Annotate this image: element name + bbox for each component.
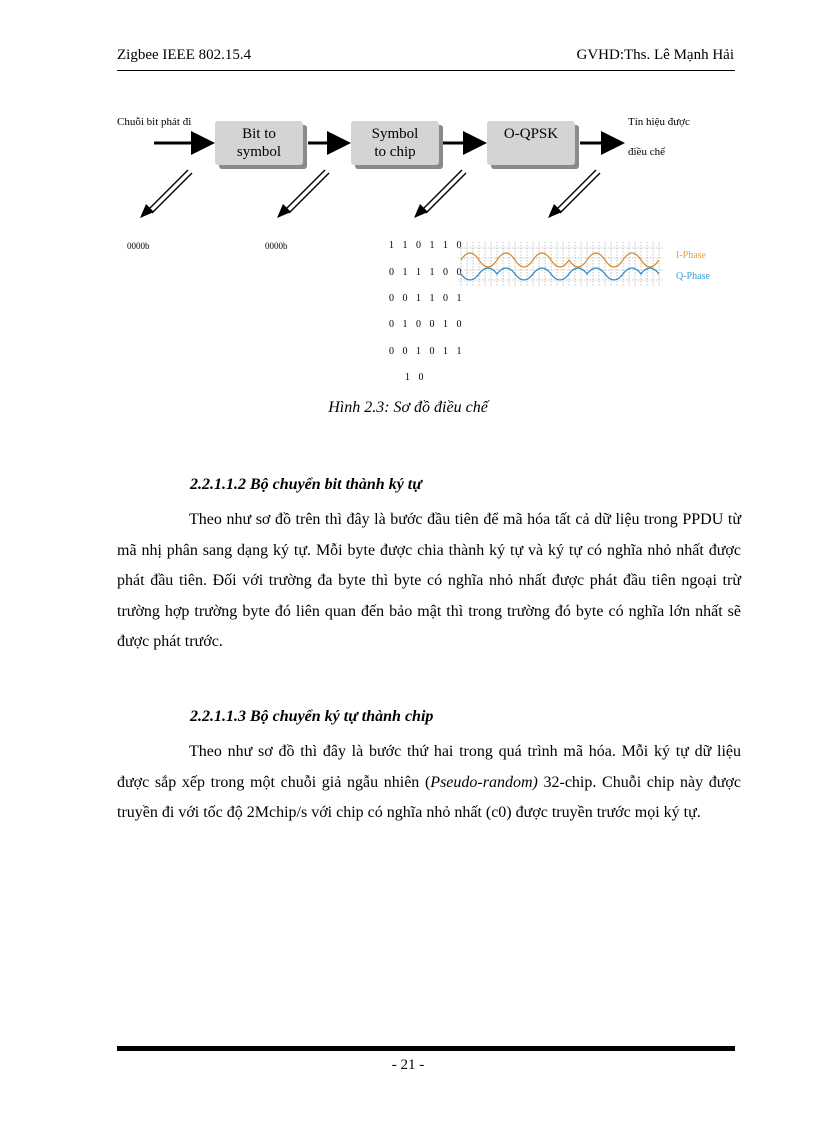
- section-heading: 2.2.1.1.2 Bộ chuyển bit thành ký tự: [190, 476, 422, 493]
- chip-row: 1 1 0 1 1 0: [389, 240, 465, 251]
- q-phase-label: Q-Phase: [676, 271, 710, 282]
- block-line: O-QPSK: [503, 126, 559, 142]
- block-line: symbol: [236, 144, 282, 160]
- input-label: Chuỗi bit phát đi: [117, 116, 192, 128]
- figure-caption: Hình 2.3: Sơ đồ điều chế: [328, 399, 488, 416]
- block-oqpsk: [487, 121, 575, 165]
- oqpsk-waveform: [458, 240, 676, 290]
- header-left: Zigbee IEEE 802.15.4: [117, 47, 252, 63]
- block-line: Bit to: [242, 126, 276, 142]
- modulation-diagram: [0, 0, 816, 400]
- chip-row: 0 1 1 1 0 0: [389, 267, 465, 278]
- symbol-output: 0000b: [265, 241, 288, 251]
- chip-row: 0 0 1 1 0 1: [389, 293, 465, 304]
- diagram-arrows: [0, 0, 816, 240]
- paragraph-text: 32-chip. Chuỗi chip này được truyền đi với tốc độ 2Mchip/s với chip có nghĩa nhỏ nhất (c0) được truyền trước mọi ký tự.: [117, 773, 741, 821]
- paragraph-text: Theo như sơ đồ trên thì đây là bước đầu tiên để mã hóa tất cả dữ liệu trong PPDU từ mã nhị phân sang dạng ký tự. Mỗi byte được chia thành ký tự và ký tự có nghĩa nhỏ nhất được phát đầu tiên. Đối với trường đa byte thì byte có nghĩa nhỏ nhất được phát đầu tiên ngoại trừ trường hợp trường byte đó liên quan đến bảo mật thì trong trường đó byte có nghĩa lớn nhất sẽ được phát trước.: [117, 511, 741, 650]
- paragraph-text: Theo như sơ đồ thì đây là bước thứ hai trong quá trình mã hóa. Mỗi ký tự dữ liệu được sắp xếp trong một chuỗi giả ngẫu nhiên (: [117, 743, 741, 791]
- block-line: Symbol: [371, 126, 419, 142]
- section-paragraph: [117, 505, 741, 658]
- output-label-line1: Tín hiệu được: [628, 116, 690, 128]
- bits-output: 0000b: [127, 241, 150, 251]
- section-heading: 2.2.1.1.3 Bộ chuyển ký tự thành chip: [190, 708, 434, 725]
- header-right: GVHD:Ths. Lê Mạnh Hải: [576, 47, 734, 63]
- footer-rule: [117, 1046, 735, 1051]
- block-symbol-to-chip: [351, 121, 439, 165]
- chip-row: 0 1 0 0 1 0: [389, 319, 465, 330]
- chip-row: 1 0: [405, 372, 427, 383]
- block-line: to chip: [374, 144, 416, 160]
- block-bit-to-symbol: [215, 121, 303, 165]
- output-label-line2: điều chế: [628, 146, 665, 158]
- section-paragraph: [117, 737, 741, 829]
- paragraph-italic: Pseudo-random): [430, 773, 538, 791]
- page-number: - 21 -: [391, 1057, 425, 1073]
- i-phase-label: I-Phase: [676, 250, 706, 261]
- chip-row: 0 0 1 0 1 1: [389, 346, 465, 357]
